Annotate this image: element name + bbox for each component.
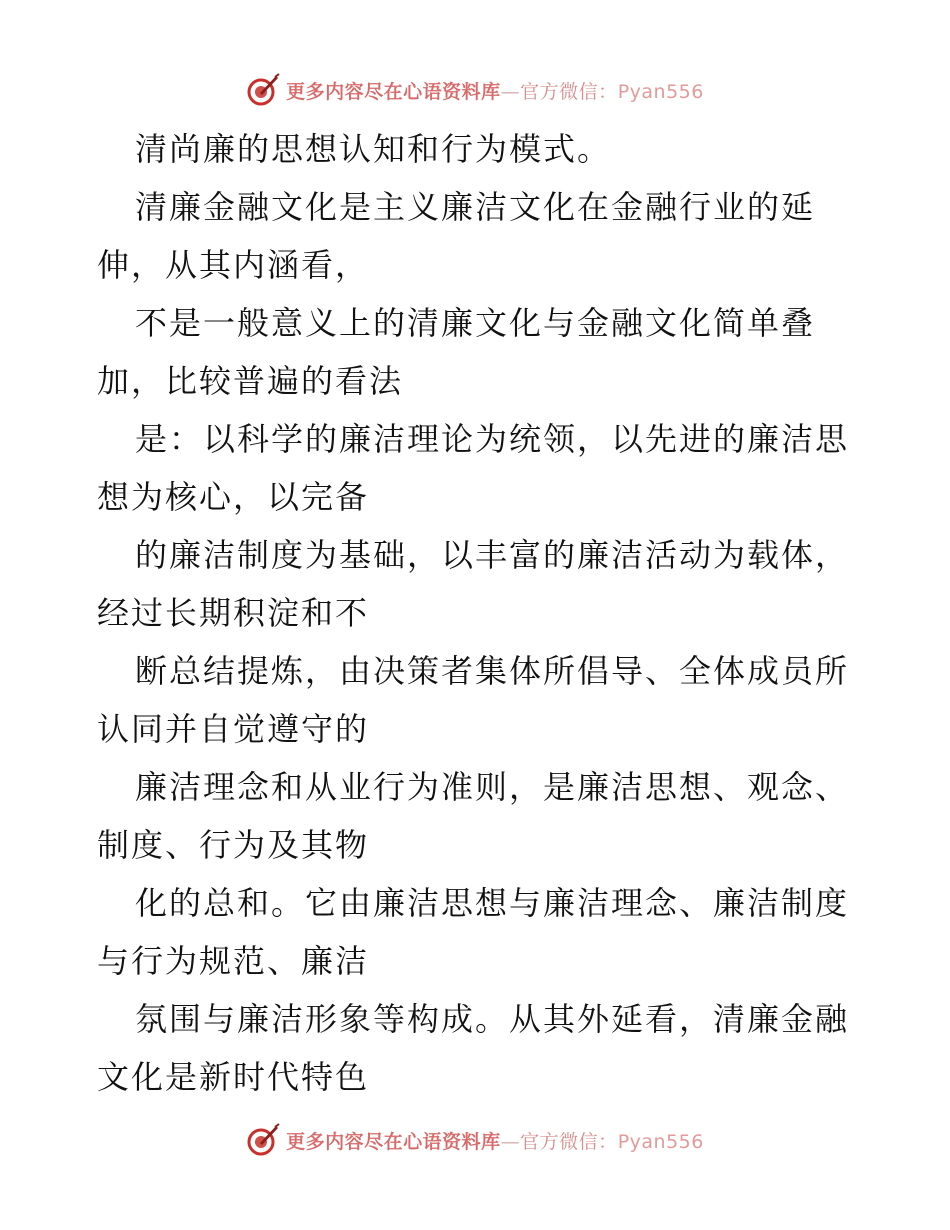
text-line: 制度、行为及其物: [97, 826, 370, 864]
text-line: 清尚廉的思想认知和行为模式。: [135, 130, 612, 168]
text-line: 认同并自觉遵守的: [97, 710, 370, 748]
watermark-text: [286, 77, 704, 104]
watermark-site-name: 更多内容尽在心语资料库: [286, 80, 501, 103]
text-line: 想为核心，以完备: [97, 478, 370, 516]
watermark-site-name: 更多内容尽在心语资料库: [286, 1130, 501, 1153]
watermark-dash: —: [500, 1130, 521, 1153]
text-line: 加，比较普遍的看法: [97, 362, 404, 400]
header-watermark: [0, 70, 950, 110]
watermark-text: [286, 1127, 704, 1154]
watermark-wechat-label: 官方微信：: [520, 80, 618, 103]
quill-pen-logo-icon: [246, 1123, 280, 1157]
watermark-wechat-label: 官方微信：: [520, 1130, 618, 1153]
text-line: 伸，从其内涵看，: [97, 246, 370, 284]
watermark-wechat-id: Pyan556: [617, 1130, 704, 1153]
text-line: 清廉金融文化是主义廉洁文化在金融行业的延: [135, 188, 816, 226]
watermark-wechat-id: Pyan556: [617, 80, 704, 103]
text-line: 氛围与廉洁形象等构成。从其外延看，清廉金融: [135, 1000, 850, 1038]
footer-watermark: [0, 1120, 950, 1160]
text-line: 文化是新时代特色: [97, 1058, 370, 1096]
text-line: 不是一般意义上的清廉文化与金融文化简单叠: [135, 304, 816, 342]
text-line: 廉洁理念和从业行为准则，是廉洁思想、观念、: [135, 768, 850, 806]
text-line: 的廉洁制度为基础，以丰富的廉洁活动为载体，: [135, 536, 850, 574]
watermark-dash: —: [500, 80, 521, 103]
text-line: 经过长期积淀和不: [97, 594, 370, 632]
document-body: [97, 120, 857, 1106]
text-line: 断总结提炼，由决策者集体所倡导、全体成员所: [135, 652, 850, 690]
quill-pen-logo-icon: [246, 73, 280, 107]
text-line: 化的总和。它由廉洁思想与廉洁理念、廉洁制度: [135, 884, 850, 922]
text-line: 是：以科学的廉洁理论为统领，以先进的廉洁思: [135, 420, 850, 458]
text-line: 与行为规范、廉洁: [97, 942, 370, 980]
